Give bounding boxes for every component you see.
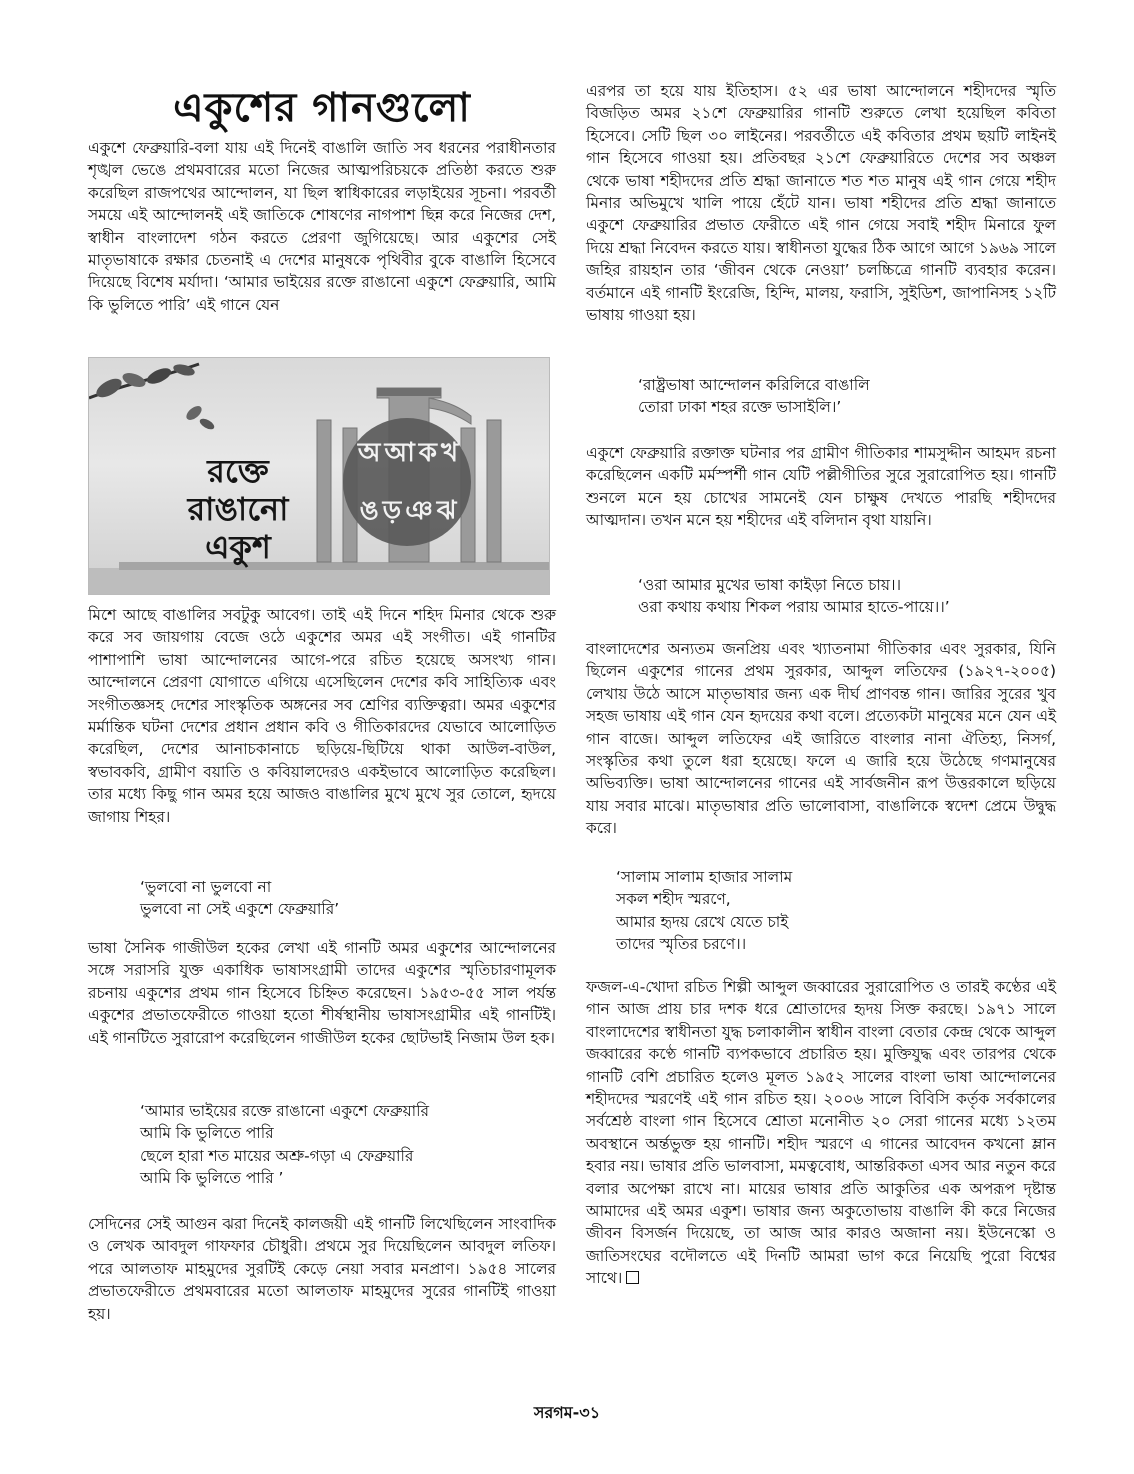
paragraph-emotion: মিশে আছে বাঙালির সবটুকু আবেগ। তাই এই দিনে শহিদ মিনার থেকে শুরু করে সব জায়গায় বেজে ওঠে একুশের অমর এই সংগীত। এই গানটির পাশাপাশি ভাষা আন্দোলনের আগে-পরে রচিত হয়েছে অসংখ্য গান। আন্দোলনে প্রেরণা যোগাতে এগিয়ে এসেছিলেন দেশের কবি সাহিত্যিক এবং সংগীতজ্ঞসহ দেশের সাংস্কৃতিক অঙ্গনের সব শ্রেণির ব্যক্তিত্বরা। অমর একুশের মর্মান্তিক ঘটনা দেশের প্রধান প্রধান কবি ও গীতিকারদের যেভাবে আলোড়িত করেছিল, দেশের আনাচকানাচে ছড়িয়ে-ছিটিয়ে থাকা আউল-বাউল, স্বভাবকবি, গ্রামীণ বয়াতি ও কবিয়ালদেরও একইভাবে আলোড়িত করেছিল। তার মধ্যে কিছু গান অমর হয়ে আজও বাঙালির মুখে মুখে সুর তোলে, হৃদয়ে জাগায় শিহর। xyxy=(88,606,556,826)
alphabet-letter: ড় xyxy=(382,495,402,526)
alphabet-letter: ঞ xyxy=(405,495,433,526)
paragraph-abdul-jabbar xyxy=(586,976,1056,1290)
poem-line: ‘সালাম সালাম হাজার সালাম xyxy=(616,868,793,886)
paragraph-abdul-latif: বাংলাদেশের অন্যতম জনপ্রিয় এবং খ্যাতনামা গীতিকার এবং সুরকার, যিনি ছিলেন একুশের গানের প্রথম সুরকার, আব্দুল লতিফের (১৯২৭-২০০৫) লেখায় উঠে আসে মাতৃভাষার জন্য এক দীর্ঘ প্রাণবন্ত গান। জারির সুরের খুব সহজ ভাষায় এই গান যেন হৃদয়ের কথা বলে। প্রত্যেকটা মানুষের মনে যেন এই গান বাজে। আব্দুল লতিফের এই জারিতে বাংলার নানা ঐতিহ্য, নিসর্গ, সংস্কৃতির কথা তুলে ধরা হয়েছে। ফলে এ জারি হয়ে উঠেছে গণমানুষের অভিব্যক্তি। ভাষা আন্দোলনের গানের এই সার্বজনীন রূপ উত্তরকালে ছড়িয়ে যায় সবার মাঝে। মাতৃভাষার প্রতি ভালোবাসা, বাঙালিকে স্বদেশ প্রেমে উদ্বুদ্ধ করে। xyxy=(586,640,1056,838)
poem-line: আমার হৃদয় রেখে যেতে চাই xyxy=(616,912,789,931)
poem-ora-amar xyxy=(586,574,1056,619)
poem-rashtrobhasha xyxy=(586,374,1056,419)
poem-line: ছেলে হারা শত মায়ের অশ্রু-গড়া এ ফেব্রুয়ারি xyxy=(140,1146,414,1165)
alphabet-letters xyxy=(351,424,465,540)
poem-bhulbo-na xyxy=(88,876,556,921)
poem-line: ‘রাষ্ট্রভাষা আন্দোলন করিলিরে বাঙালি xyxy=(638,376,870,394)
poem-line: আমি কি ভুলিতে পারি ’ xyxy=(140,1169,284,1188)
alphabet-letter: অ xyxy=(357,437,381,468)
poem-salam-salam xyxy=(586,866,1034,956)
paragraph-gaffar-chowdhury: সেদিনের সেই আগুন ঝরা দিনেই কালজয়ী এই গানটি লিখেছিলেন সাংবাদিক ও লেখক আবদুল গাফফার চৌধুরী। প্রথমে সুর দিয়েছিলেন আবদুল লতিফ। পরে আলতাফ মাহমুদের সুরটিই কেড়ে নেয়া সবার মনপ্রাণ। ১৯৫৪ সালের প্রভাতফেরীতে প্রথমবারের মতো আলতাফ মাহমুদের সুরের গানটিই গাওয়া হয়। xyxy=(88,1215,556,1323)
poem-line: ‘আমার ভাইয়ের রক্তে রাঙানো একুশে ফেব্রুয়ারি xyxy=(140,1102,429,1120)
poem-line: তাদের স্মৃতির চরণে।। xyxy=(616,935,747,954)
paragraph-shamsuddin: একুশে ফেব্রুয়ারি রক্তাক্ত ঘটনার পর গ্রামীণ গীতিকার শামসুদ্দীন আহমদ রচনা করেছিলেন একটি মর্মস্পর্শী গান যেটি পল্লীগীতির সুরে সুরারোপিত হয়। গানটি শুনলে মনে হয় চোখের সামনেই যেন চাক্ষুষ দেখতে পারছি শহীদদের আত্মদান। তখন মনে হয় শহীদের এই বলিদান বৃথা যায়নি। xyxy=(586,444,1056,530)
image-caption-line: একুশ xyxy=(205,528,271,566)
poem-line: সকল শহীদ স্মরণে, xyxy=(616,890,731,909)
end-mark-icon xyxy=(626,1271,639,1284)
ekushe-illustration xyxy=(88,357,550,595)
alphabet-letter: আ xyxy=(384,437,415,468)
image-caption-line: রাঙানো xyxy=(187,490,289,528)
leaf-icon xyxy=(198,417,216,432)
page-footer: সরগম-৩১ xyxy=(533,1403,601,1422)
alphabet-letter: ঙ xyxy=(359,495,379,526)
alphabet-letter: ঝ xyxy=(436,495,457,526)
image-caption-text xyxy=(153,452,323,566)
alphabet-letter: খ xyxy=(440,437,459,468)
alphabet-letter: ক xyxy=(418,437,437,468)
minar-pillar-icon xyxy=(487,420,501,562)
poem-line: ‘ওরা আমার মুখের ভাষা কাইড়া নিতে চায়।। xyxy=(638,576,901,594)
article-title: একুশের গানগুলো xyxy=(173,85,471,131)
paragraph-gaziul-haque: ভাষা সৈনিক গাজীউল হকের লেখা এই গানটি অমর একুশের আন্দোলনের সঙ্গে সরাসরি যুক্ত একাধিক ভাষাসংগ্রামী তাদের একুশের স্মৃতিচারণামূলক রচনায় একুশের প্রথম গান হিসেবে চিহ্নিত করেছেন। ১৯৫৩-৫৫ সাল পর্যন্ত একুশের প্রভাতফেরীতে গাওয়া হতো শীর্ষস্থানীয় ভাষাসংগ্রামীর এই গানটিই। এই গানটিতে সুরারোপ করেছিলেন গাজীউল হকের ছোটভাই নিজাম উল হক। xyxy=(88,939,556,1047)
poem-line: ওরা কথায় কথায় শিকল পরায় আমার হাতে-পায়ে।।’ xyxy=(638,598,950,617)
poem-amar-bhaiyer xyxy=(88,1100,556,1190)
poem-line: তোরা ঢাকা শহর রক্তে ভাসাইলি।’ xyxy=(638,398,842,417)
paragraph-intro: একুশে ফেব্রুয়ারি-বলা যায় এই দিনেই বাঙালি জাতি সব ধরনের পরাধীনতার শৃঙ্খল ভেঙে প্রথমবারের মতো নিজের আত্মপরিচয়কে প্রতিষ্ঠা করতে শুরু করেছিল রাজপথের আন্দোলন, যা ছিল স্বাধিকারের লড়াইয়ের সূচনা। পরবর্তী সময়ে এই আন্দোলনই এই জাতিকে শোষণের নাগপাশ ছিন্ন করে নিজের দেশ, স্বাধীন বাংলাদেশ গঠন করতে প্রেরণা জুগিয়েছে। আর একুশের সেই মাতৃভাষাকে রক্ষার চেতনাই এ দেশের মানুষকে পৃথিবীর বুকে বাঙালি হিসেবে দিয়েছে বিশেষ মর্যাদা। ‘আমার ভাইয়ের রক্তে রাঙানো একুশে ফেব্রুয়ারি, আমি কি ভুলিতে পারি’ এই গানে যেন xyxy=(88,139,556,314)
leaf-icon xyxy=(172,362,196,377)
image-caption-line: রক্তে xyxy=(207,452,269,490)
paragraph-history: এরপর তা হয়ে যায় ইতিহাস। ৫২ এর ভাষা আন্দোলনে শহীদদের স্মৃতি বিজড়িত অমর ২১শে ফেব্রুয়ারির গানটি শুরুতে লেখা হয়েছিল কবিতা হিসেবে। সেটি ছিল ৩০ লাইনের। পরবর্তীতে এই কবিতার প্রথম ছয়টি লাইনই গান হিসেবে গাওয়া হয়। প্রতিবছর ২১শে ফেব্রুয়ারিতে দেশের সব অঞ্চল থেকে ভাষা শহীদদের প্রতি শ্রদ্ধা জানাতে শত শত মানুষ এই গান গেয়ে শহীদ মিনার অভিমুখে খালি পায়ে হেঁটে যান। ভাষা শহীদের প্রতি শ্রদ্ধা জানাতে একুশে ফেব্রুয়ারির প্রভাত ফেরীতে এই গান গেয়ে সবাই শহীদ মিনারে ফুল দিয়ে শ্রদ্ধা নিবেদন করতে যায়। স্বাধীনতা যুদ্ধের ঠিক আগে আগে ১৯৬৯ সালে জহির রায়হান তার ‘জীবন থেকে নেওয়া’ চলচ্চিত্রে গানটি ব্যবহার করেন। বর্তমানে এই গানটি ইংরেজি, হিন্দি, মালয়, ফরাসি, সুইডিশ, জাপানিসহ ১২টি ভাষায় গাওয়া হয়। xyxy=(586,82,1056,325)
poem-line: আমি কি ভুলিতে পারি xyxy=(140,1124,274,1143)
leaf-icon xyxy=(145,365,174,387)
poem-line: ভুলবো না সেই একুশে ফেব্রুয়ারি’ xyxy=(140,900,340,919)
poem-line: ‘ভুলবো না ভুলবো না xyxy=(140,878,272,896)
paragraph-abdul-jabbar-text: ফজল-এ-খোদা রচিত শিল্পী আব্দুল জব্বারের সুরারোপিত ও তারই কণ্ঠের এই গান আজ প্রায় চার দশক ধরে শ্রোতাদের হৃদয় সিক্ত করছে। ১৯৭১ সালে বাংলাদেশের স্বাধীনতা যুদ্ধ চলাকালীন স্বাধীন বাংলা বেতার কেন্দ্র থেকে আব্দুল জব্বারের কণ্ঠে গানটি ব্যপকভাবে প্রচারিত হয়। মুক্তিযুদ্ধ এবং তারপর থেকে গানটি বেশি প্রচারিত হলেও মূলত ১৯৫২ সালের বাংলা ভাষা আন্দোলনের শহীদদের স্মরণেই এই গান রচিত হয়। ২০০৬ সালে বিবিসি কর্তৃক সর্বকালের সর্বশ্রেষ্ঠ বাংলা গান হিসেবে শ্রোতা মনোনীত ২০ সেরা গানের মধ্যে ১২তম অবস্থানে অর্ন্তভুক্ত হয় গানটি। শহীদ স্মরণে এ গানের আবেদন কখনো ম্লান হবার নয়। ভাষার প্রতি ভালবাসা, মমত্ববোধ, আন্তরিকতা এসব আর নতুন করে বলার অপেক্ষা রাখে না। মায়ের ভাষার প্রতি আকুতির এক অপরূপ দৃষ্টান্ত আমাদের এই অমর একুশ। ভাষার জন্য অকুতোভায় বাঙালি কী করে নিজের জীবন বিসর্জন দিয়েছে, তা আজ আর কারও অজানা নয়। ইউনেস্কো ও জাতিসংঘের বদৌলতে এই দিনটি আমরা ভাগ করে নিয়েছি পুরো বিশ্বের সাথে। xyxy=(586,978,1056,1288)
